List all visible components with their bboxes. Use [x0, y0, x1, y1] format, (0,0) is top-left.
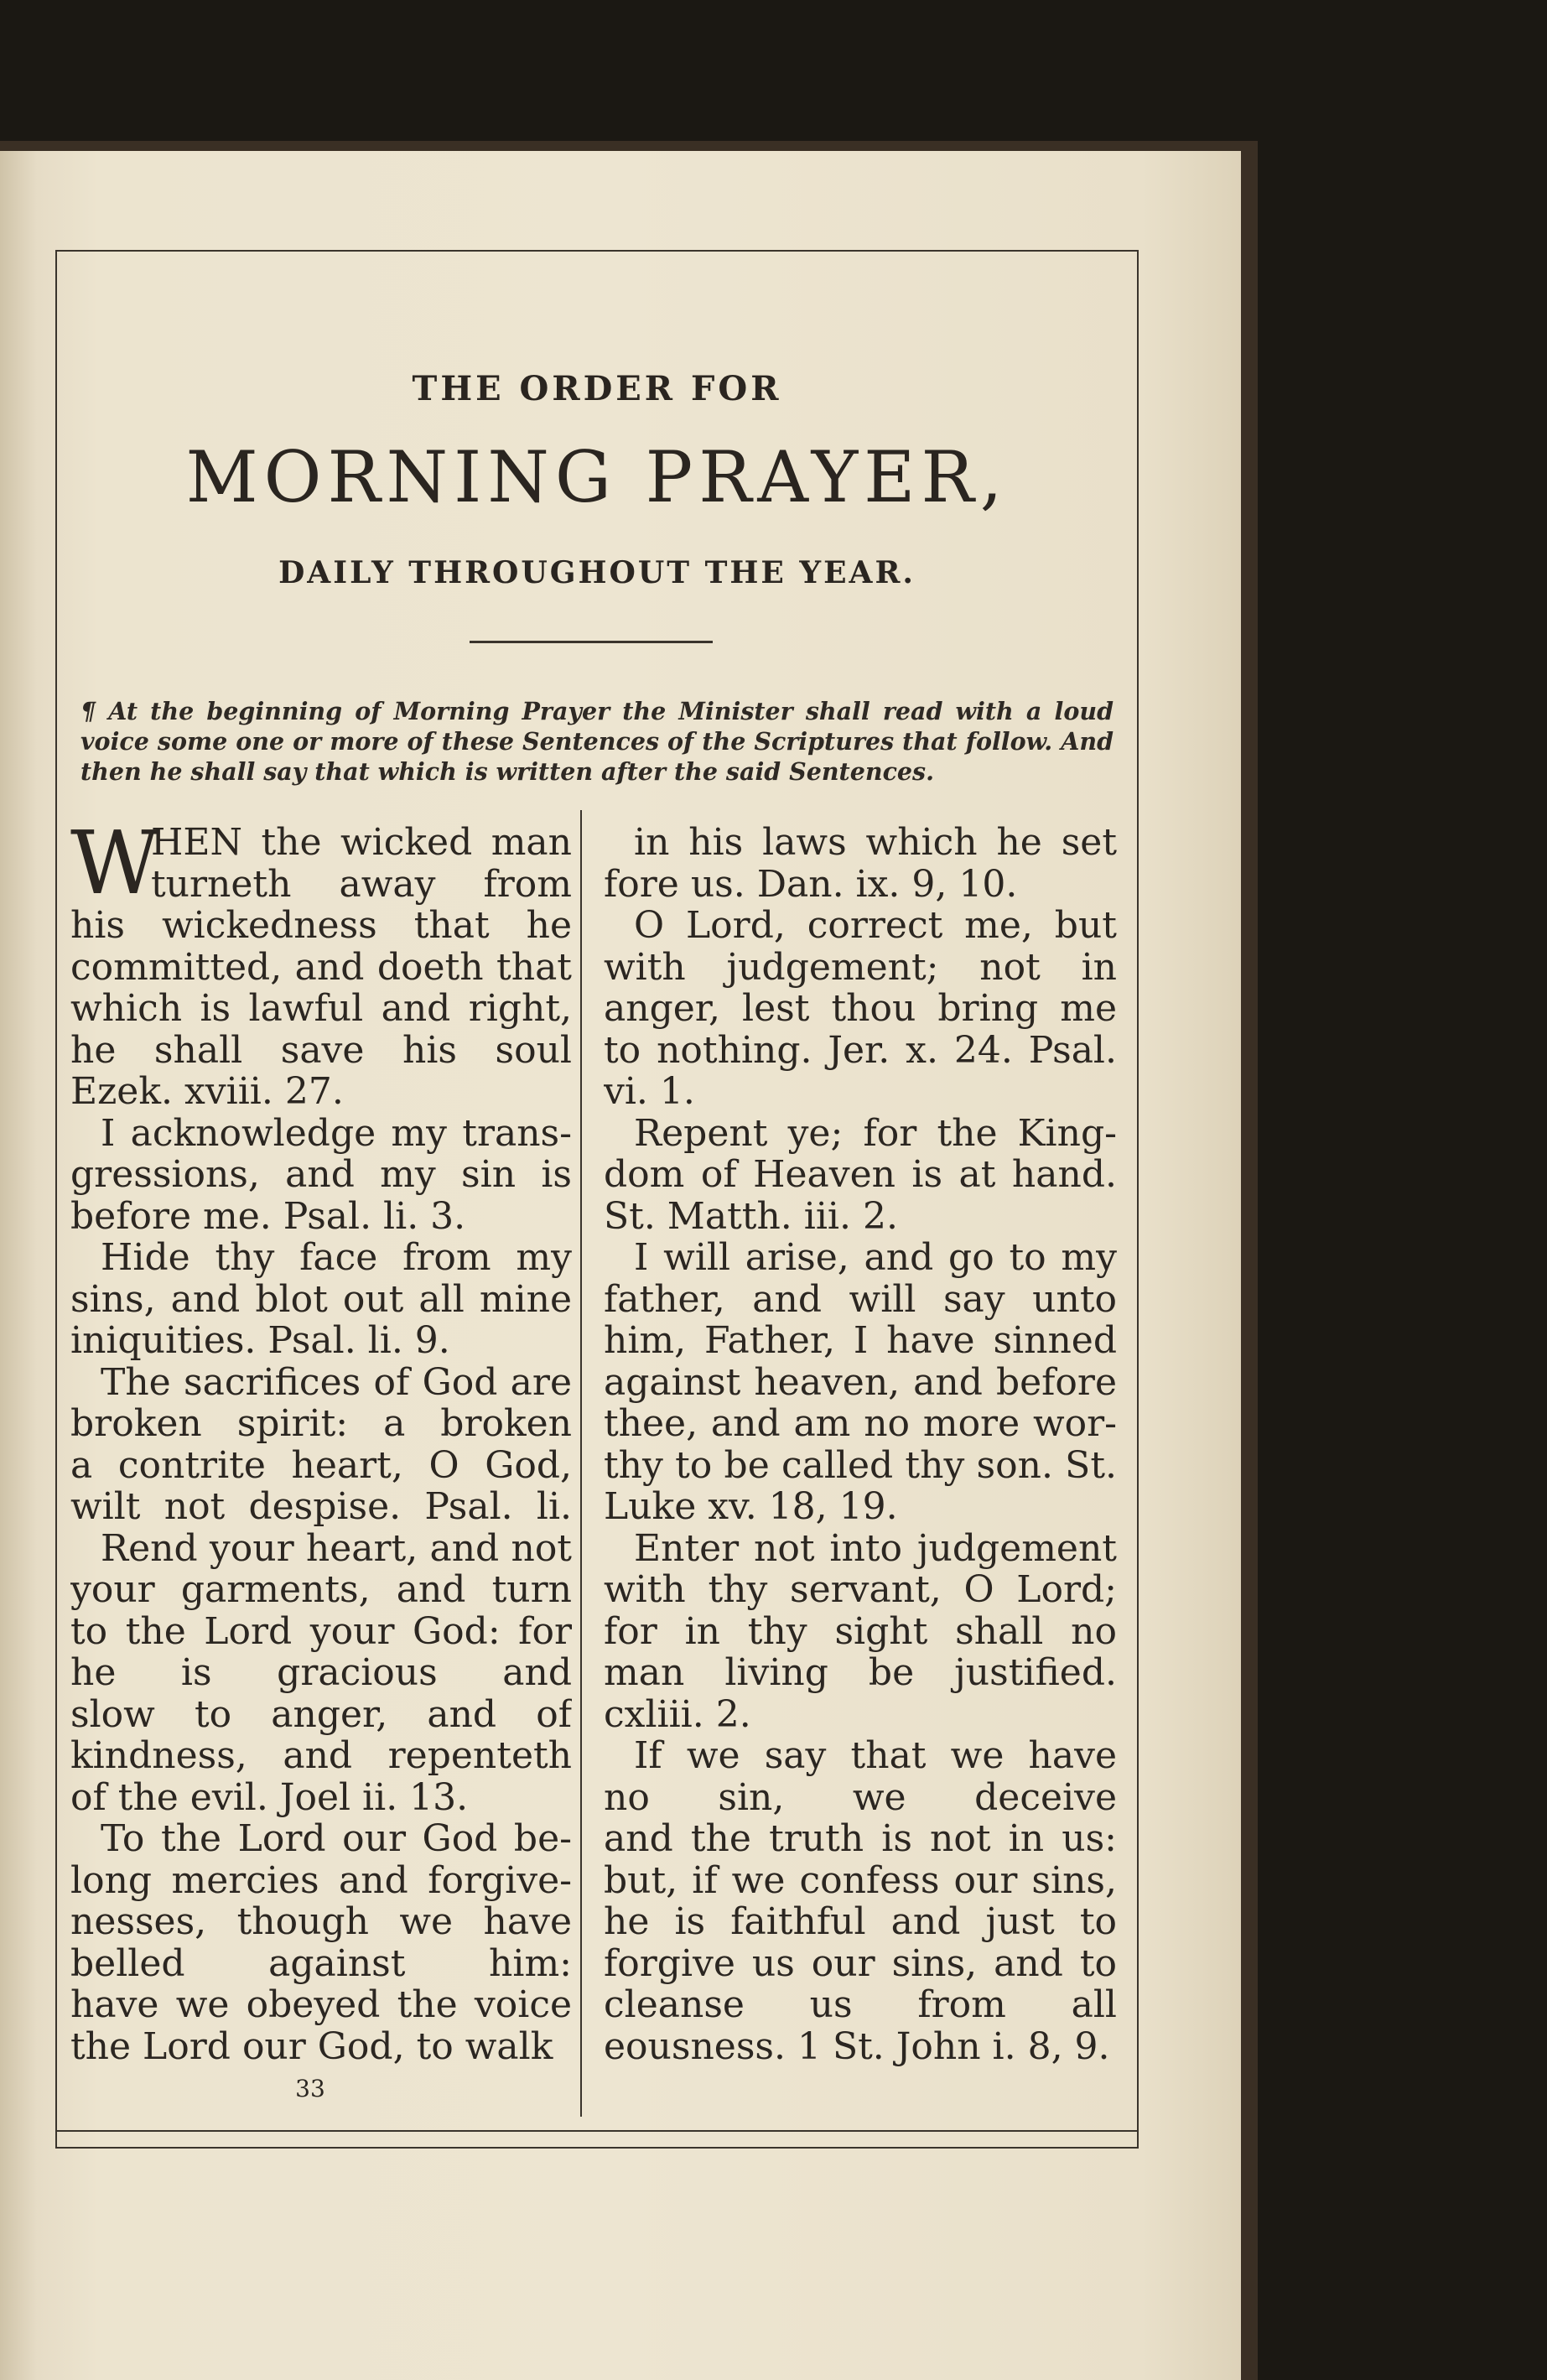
text-line: slow to anger, and of [70, 1693, 572, 1735]
text-line: his wickedness that he [70, 905, 572, 947]
sentence-paragraph [70, 1237, 572, 1362]
text-line: To the Lord our God be- [101, 1818, 572, 1860]
text-line: he is faithful and just to [604, 1901, 1117, 1943]
text-line: nesses, though we have [70, 1901, 572, 1943]
text-line: I acknowledge my trans- [101, 1112, 572, 1154]
text-line: man living be justified. [604, 1652, 1117, 1694]
sentence-paragraph [70, 1528, 572, 1819]
text-line: before me. Psal. li. 3. [70, 1195, 466, 1237]
text-line: father, and will say unto [604, 1278, 1117, 1320]
column-divider [580, 810, 582, 2117]
text-line: wilt not despise. Psal. li. [70, 1486, 572, 1528]
page-number: 33 [295, 2075, 325, 2102]
text-line: belled against him: [70, 1942, 572, 1984]
text-line: long mercies and forgive- [70, 1859, 572, 1901]
text-line: I will arise, and go to my [634, 1237, 1117, 1279]
text-line: Ezek. xviii. 27. [70, 1071, 344, 1113]
sentence-paragraph [70, 812, 572, 1113]
text-line: If we say that we have [634, 1735, 1117, 1777]
text-line: him, Father, I have sinned [604, 1320, 1117, 1362]
sentence-paragraph [70, 1818, 572, 2067]
page-title: MORNING PRAYER, [185, 436, 1009, 518]
text-line: he is gracious and [70, 1652, 572, 1694]
text-line: which is lawful and right, [70, 988, 572, 1030]
text-line: the Lord our God, to walk [70, 2025, 553, 2067]
text-line: in his laws which he set [634, 822, 1117, 864]
text-line: kindness, and repenteth [70, 1735, 572, 1777]
text-line: turneth away from [151, 863, 572, 905]
text-line: The sacrifices of God are [101, 1361, 572, 1403]
text-line: Hide thy face from my [101, 1237, 572, 1279]
bottom-rule [55, 2130, 1139, 2132]
text-line: committed, and doeth that [70, 946, 572, 988]
text-line: cleanse us from all [604, 1984, 1117, 2026]
text-line: your garments, and turn [70, 1569, 572, 1611]
text-line: iniquities. Psal. li. 9. [70, 1320, 450, 1362]
rubric-instruction: ¶ At the beginning of Morning Prayer the Minister shall read with a loud voice some one or more of these Sentences of the Scriptures that follow. And then he shall say that which is written after the said Sentences. [80, 697, 1114, 786]
text-line: gressions, and my sin is [70, 1154, 572, 1196]
text-line: a contrite heart, O God, [70, 1444, 572, 1486]
text-line: forgive us our sins, and to [604, 1942, 1117, 1984]
sentence-paragraph [70, 1362, 572, 1528]
sentence-paragraph [604, 1528, 1117, 1736]
text-line: and the truth is not in us: [604, 1818, 1117, 1860]
text-line: O Lord, correct me, but [634, 905, 1117, 947]
text-line: for in thy sight shall no [604, 1610, 1117, 1652]
sentence-paragraph [604, 905, 1117, 1113]
page-subtitle: DAILY THROUGHOUT THE YEAR. [278, 555, 916, 590]
text-line: with judgement; not in [604, 946, 1117, 988]
text-line: anger, lest thou bring me [604, 988, 1117, 1030]
title-rule [470, 641, 713, 643]
text-line: against heaven, and before [604, 1361, 1117, 1403]
text-line: sins, and blot out all mine [70, 1278, 572, 1320]
text-line: no sin, we deceive [604, 1776, 1117, 1818]
text-line: with thy servant, O Lord; [604, 1569, 1117, 1611]
text-line: to the Lord your God: for [70, 1610, 572, 1652]
text-line: Luke xv. 18, 19. [604, 1486, 898, 1528]
text-line: but, if we confess our sins, [604, 1859, 1117, 1901]
sentence-paragraph [604, 1735, 1117, 2067]
text-line: Repent ye; for the King- [634, 1112, 1117, 1154]
text-line: cxliii. 2. [604, 1693, 751, 1735]
text-line: HEN the wicked man [151, 822, 572, 864]
pre-title: THE ORDER FOR [412, 369, 782, 408]
sentence-paragraph [70, 1113, 572, 1238]
text-line: eousness. 1 St. John i. 8, 9. [604, 2025, 1110, 2067]
text-line: fore us. Dan. ix. 9, 10. [604, 863, 1018, 905]
text-line: dom of Heaven is at hand. [604, 1154, 1117, 1196]
text-line: vi. 1. [604, 1071, 695, 1113]
text-line: Rend your heart, and not [101, 1527, 572, 1569]
sentence-paragraph [604, 1237, 1117, 1528]
text-line: Enter not into judgement [634, 1527, 1117, 1569]
text-line: broken spirit: a broken [70, 1403, 572, 1445]
text-line: to nothing. Jer. x. 24. Psal. [604, 1029, 1117, 1071]
text-line: thee, and am no more wor- [604, 1403, 1117, 1445]
text-line: he shall save his soul [70, 1029, 572, 1071]
sentence-paragraph [604, 1113, 1117, 1238]
drop-cap: W [70, 812, 160, 914]
text-line: of the evil. Joel ii. 13. [70, 1776, 469, 1818]
text-line: have we obeyed the voice [70, 1984, 572, 2026]
text-line: thy to be called thy son. St. [604, 1444, 1117, 1486]
sentence-paragraph [604, 822, 1117, 905]
text-line: St. Matth. iii. 2. [604, 1195, 898, 1237]
left-column [70, 812, 572, 2067]
right-column [604, 822, 1117, 2067]
